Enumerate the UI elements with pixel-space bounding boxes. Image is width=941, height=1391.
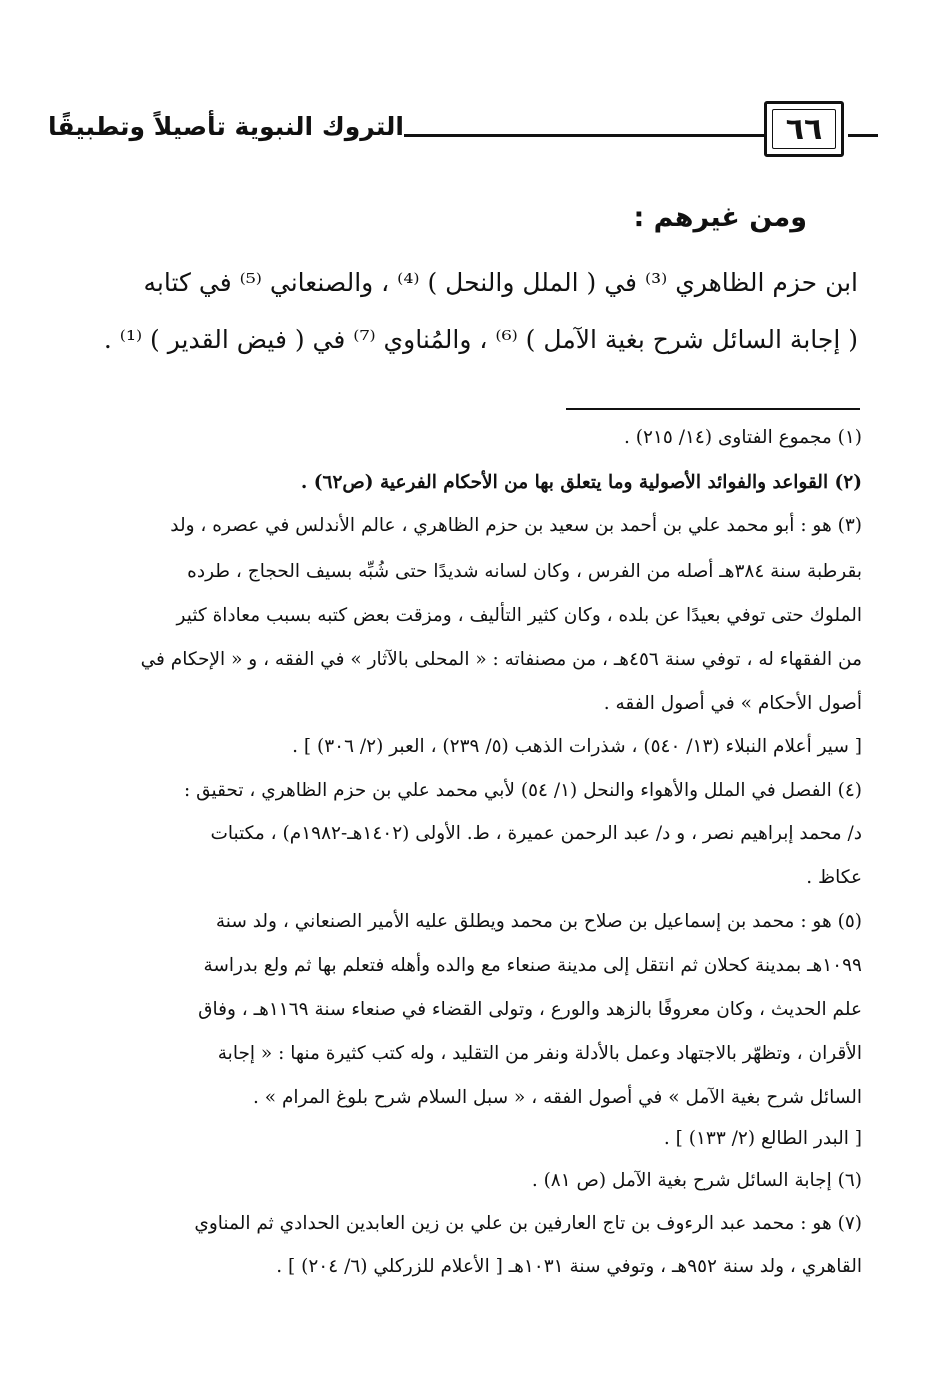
page-number-box: [764, 101, 844, 157]
footnote-line: د/ محمد إبراهيم نصر ، و د/ عبد الرحمن عميرة ، ط. الأولى (١٤٠٢هـ-١٩٨٢م) ، مكتبات: [210, 823, 862, 844]
book-title: التروك النبوية تأصيلاً وتطبيقًا: [47, 112, 404, 141]
body-line-2: ( إجابة السائل شرح بغية الآمل ) ⁽⁶⁾ ، والمُناوي ⁽⁷⁾ في ( فيض القدير ) ⁽¹⁾ .: [103, 325, 858, 354]
footnote-line: (١) مجموع الفتاوى (١٤/ ٢١٥) .: [624, 427, 862, 448]
footnote-line: الملوك حتى توفي بعيدًا عن بلده ، وكان كثير التأليف ، ومزقت بعض كتبه بسبب معاداة كثير: [176, 605, 862, 626]
footnote-line: الأقران ، وتظهّر بالاجتهاد وعمل بالأدلة ونفر من التقليد ، وله كتب كثيرة منها : « إجابة: [217, 1043, 862, 1064]
footnote-line: القاهري ، ولد سنة ٩٥٢هـ ، وتوفي سنة ١٠٣١هـ [ الأعلام للزركلي (٦/ ٢٠٤) ] .: [276, 1256, 862, 1277]
header-rule-right: [848, 134, 878, 137]
footnote-line: (٣) هو : أبو محمد علي بن أحمد بن سعيد بن حزم الظاهري ، عالم الأندلس في عصره ، ولد: [170, 515, 862, 536]
footnote-line: (٦) إجابة السائل شرح بغية الآمل (ص ٨١) .: [531, 1170, 862, 1191]
footnote-line: السائل شرح بغية الآمل » في أصول الفقه ، « سبل السلام شرح بلوغ المرام » .: [253, 1087, 862, 1108]
footnote-line: من الفقهاء له ، توفي سنة ٤٥٦هـ ، من مصنفاته : « المحلى بالآثار » في الفقه ، و « الإحكام في: [140, 649, 862, 670]
footnote-separator: [566, 408, 860, 410]
footnote-line: (٧) هو : محمد عبد الرءوف بن تاج العارفين بن علي بن زين العابدين الحدادي ثم المناوي: [194, 1213, 862, 1234]
page-number: ٦٦: [785, 111, 823, 147]
body-line-1: ابن حزم الظاهري ⁽³⁾ في ( الملل والنحل ) ⁽⁴⁾ ، والصنعاني ⁽⁵⁾ في كتابه: [143, 268, 858, 297]
footnote-line: (٢) القواعد والفوائد الأصولية وما يتعلق بها من الأحكام الفرعية (ص٦٢) .: [300, 472, 862, 493]
footnote-line: علم الحديث ، وكان معروفًا بالزهد والورع ، وتولى القضاء في صنعاء سنة ١١٦٩هـ ، وفاق: [198, 999, 862, 1020]
footnote-line: [ سير أعلام النبلاء (١٣/ ٥٤٠) ، شذرات الذهب (٥/ ٢٣٩) ، العبر (٢/ ٣٠٦) ] .: [292, 736, 862, 757]
footnote-line: (٤) الفصل في الملل والأهواء والنحل (١/ ٥٤) لأبي محمد علي بن حزم الظاهري ، تحقيق :: [183, 780, 862, 801]
footnote-line: عكاظ .: [806, 867, 862, 888]
subheading: ومن غيرهم :: [633, 202, 807, 233]
footnote-line: (٥) هو : محمد بن إسماعيل بن صلاح بن محمد ويطلق عليه الأمير الصنعاني ، ولد سنة: [215, 911, 862, 932]
footnote-line: بقرطبة سنة ٣٨٤هـ أصله من الفرس ، وكان لسانه شديدًا حتى شُبِّه بسيف الحجاج ، طرده: [187, 561, 862, 582]
header-rule-left: [404, 134, 764, 137]
footnote-line: [ البدر الطالع (٢/ ١٣٣) ] .: [663, 1128, 862, 1149]
footnote-line: أصول الأحكام » في أصول الفقه .: [603, 693, 862, 714]
footnote-line: ١٠٩٩هـ بمدينة كحلان ثم انتقل إلى مدينة صنعاء مع والده وأهله فتعلم بها ثم ولع بدراسة: [203, 955, 862, 976]
